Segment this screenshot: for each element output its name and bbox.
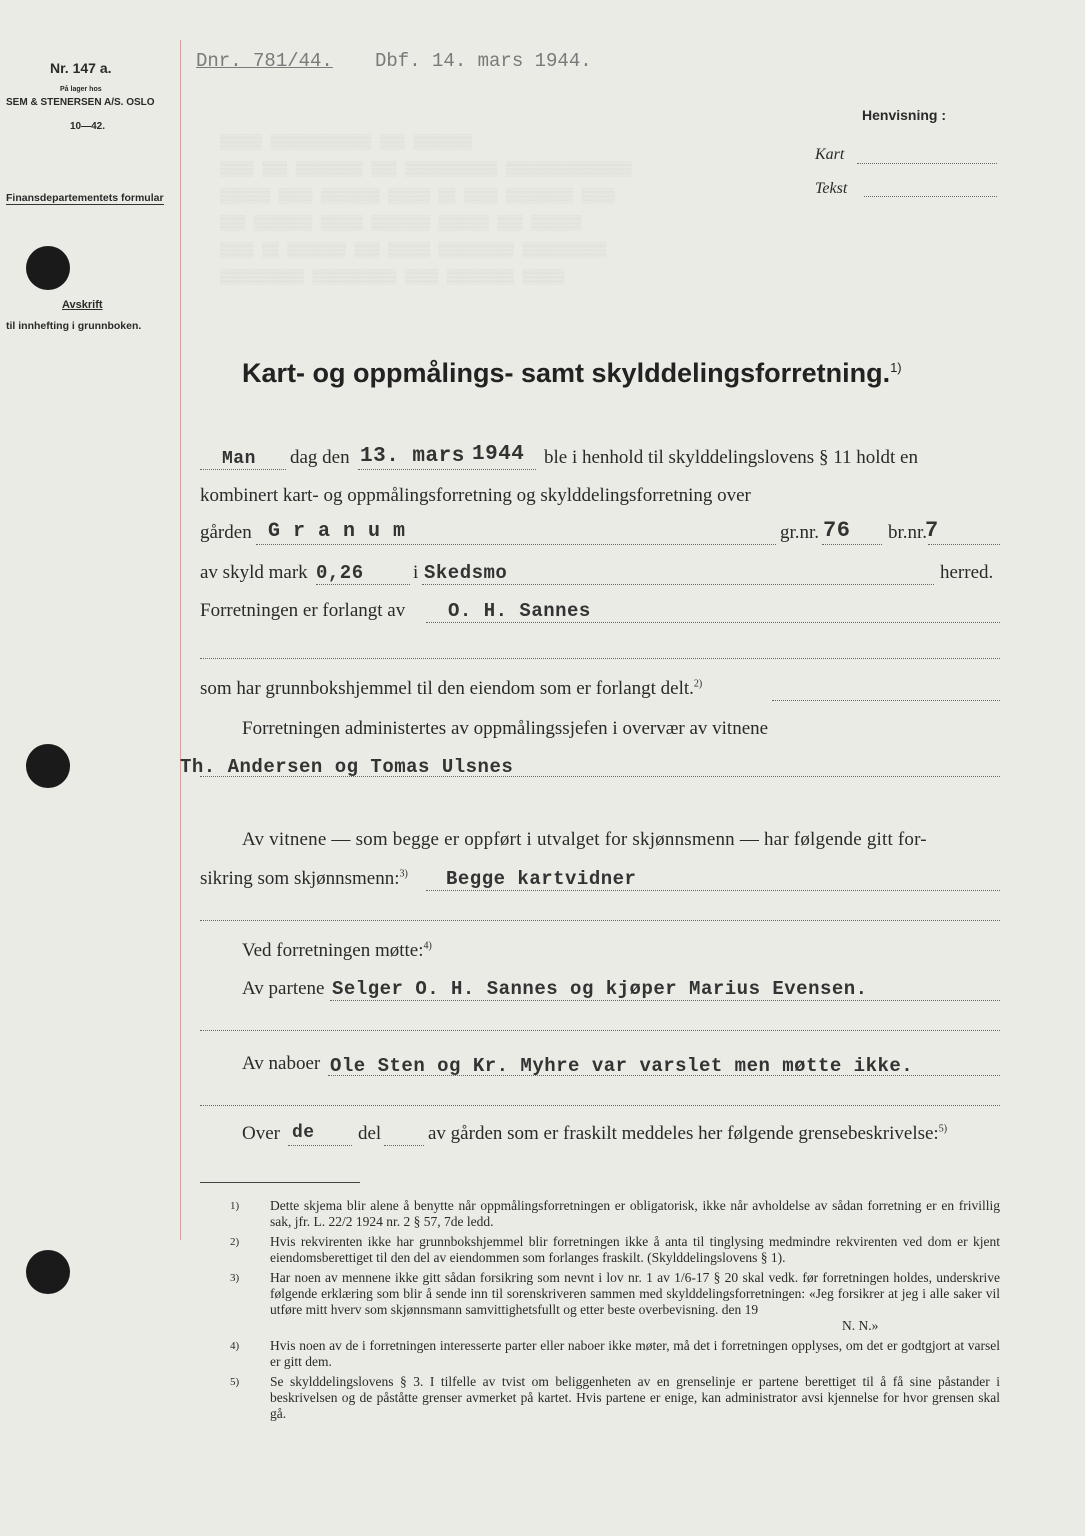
- line-parties: [242, 978, 1000, 1004]
- assurance-value: Begge kartvidner: [446, 868, 637, 890]
- weekday-value: Man: [222, 449, 256, 469]
- line-hjemmel: [200, 678, 1000, 704]
- footnote-number: 1): [230, 1200, 240, 1212]
- copy-note: til innhefting i grunnboken.: [6, 320, 142, 332]
- neighbours-label: Av naboer: [242, 1053, 321, 1074]
- attended-label: [242, 940, 432, 962]
- punch-hole: [26, 744, 70, 788]
- assurance-label: [200, 868, 408, 890]
- footnote-number: [230, 1318, 270, 1334]
- line-skyld: [200, 562, 1000, 588]
- title-footnote-ref: 1): [890, 360, 902, 375]
- skyld-value: 0,26: [316, 562, 364, 584]
- hjemmel-field: [772, 680, 1000, 701]
- hjemmel-text-main: som har grunnbokshjemmel til den eiendom som er forlangt delt.: [200, 678, 694, 699]
- footnote-number: 3): [230, 1272, 240, 1284]
- combined-text: kombinert kart- og oppmålingsforretning og skylddelingsforretning over: [200, 485, 751, 506]
- requested-label: Forretningen er forlangt av: [200, 600, 406, 621]
- skyld-label: av skyld mark: [200, 562, 308, 583]
- law-text: ble i henhold til skylddelingslovens § 11 holdt en: [544, 447, 918, 468]
- printer-line1: På lager hos: [60, 86, 102, 93]
- dnr-stamp: Dnr. 781/44.: [196, 50, 333, 72]
- line-date: [200, 443, 1000, 473]
- over-value: de: [292, 1123, 315, 1143]
- footnote-text: Hvis noen av de i forretningen interesserte parter eller naboer ikke møter, må det i forretningen opplyses, om det er godtgjort at varsel er gitt dem.: [270, 1338, 1000, 1369]
- footnote-separator: [200, 1182, 360, 1183]
- blank-line: [200, 1010, 1000, 1031]
- reference-heading: Henvisning :: [862, 107, 947, 123]
- form-issuer: Finansdepartementets formular: [6, 192, 164, 204]
- footnote-item: [230, 1338, 1000, 1370]
- footnote-item: [230, 1198, 1000, 1230]
- boundary-text-main: av gården som er fraskilt meddeles her følgende grensebeskrivelse:: [428, 1123, 939, 1144]
- assurance-text1: Av vitnene — som begge er oppført i utvalget for skjønnsmenn — har følgende gitt for-: [242, 829, 927, 850]
- grnr-value: 76: [823, 518, 851, 543]
- parties-label: Av partene: [242, 978, 325, 999]
- footnote-text: Dette skjema blir alene å benytte når oppmålingsforretningen er obligatorisk, ikke når avholdelse av sådan forretning er en frivillig sak, jfr. L. 22/2 1924 nr. 2 § 57, 7de ledd.: [270, 1198, 1000, 1229]
- brnr-label: br.nr.: [888, 522, 928, 543]
- herred-label: herred.: [940, 562, 994, 583]
- assurance-footnote-ref: 3): [399, 868, 408, 880]
- attended-label-text: Ved forretningen møtte:: [242, 940, 424, 961]
- footnote-number: 2): [230, 1236, 240, 1248]
- assurance-label-text: sikring som skjønnsmenn:: [200, 868, 400, 889]
- copy-title: Avskrift: [62, 299, 103, 311]
- footnote-text: Hvis rekvirenten ikke har grunnbokshjemmel blir forretningen ikke å anta til tinglysing medmindre rekvirenten ved dom er kjent eiendomsberettiget til den del av eiendommen som forlanges fraskilt. (Skylddelingslovens § 1).: [270, 1234, 1000, 1265]
- footnote-signature: N. N.»: [842, 1318, 879, 1333]
- footnote-item: [230, 1374, 1000, 1422]
- attended-footnote-ref: 4): [423, 940, 432, 952]
- dagden-label: dag den: [290, 447, 350, 468]
- line-requested: [200, 600, 1000, 626]
- document-title-text: Kart- og oppmålings- samt skylddelingsforretning.: [242, 358, 891, 388]
- footnote-number: 4): [230, 1340, 240, 1352]
- line-neighbours: [242, 1053, 1000, 1079]
- municipality-value: Skedsmo: [424, 562, 508, 584]
- punch-hole: [26, 1250, 70, 1294]
- del-label: del: [358, 1123, 382, 1144]
- margin-rule: [180, 40, 181, 1240]
- farm-label: gården: [200, 522, 252, 543]
- footnote-text: Se skylddelingslovens § 3. I tilfelle av tvist om beliggenheten av en grenselinje er partene berettiget til å få sine påstander i beskrivelsen og de påståtte grenser avmerket på kartet. Hvis partene er enige, kan administrator avsi kjennelse for hvor grensen skal gå.: [270, 1374, 1000, 1421]
- hjemmel-text: [200, 678, 702, 700]
- footnote-item: [230, 1318, 1000, 1334]
- requested-value: O. H. Sannes: [448, 600, 591, 622]
- footnote-item: [230, 1270, 1000, 1318]
- dbf-stamp: Dbf. 14. mars 1944.: [375, 50, 592, 72]
- in-label: i: [413, 562, 419, 583]
- printer-line2: SEM & STENERSEN A/S. OSLO: [6, 97, 155, 108]
- farm-value: G r a n u m: [268, 520, 406, 543]
- boundary-text: [428, 1123, 947, 1145]
- footnote-item: [230, 1234, 1000, 1266]
- form-number: Nr. 147 a.: [50, 60, 112, 76]
- footnote-number: 5): [230, 1376, 240, 1388]
- neighbours-value: Ole Sten og Kr. Myhre var varslet men møtte ikke.: [330, 1055, 914, 1077]
- admin-text: Forretningen administertes av oppmålingssjefen i overvær av vitnene: [242, 718, 769, 739]
- document-title: [242, 358, 902, 389]
- line-boundary: [242, 1123, 1000, 1149]
- brnr-field: [928, 524, 1000, 545]
- parties-value: Selger O. H. Sannes og kjøper Marius Evensen.: [332, 978, 868, 1000]
- blank-line: [200, 1085, 1000, 1106]
- punch-hole: [26, 246, 70, 290]
- line-farm: [200, 518, 1000, 548]
- boundary-footnote-ref: 5): [938, 1123, 948, 1135]
- blank-line: [200, 638, 1000, 659]
- footnote-text: Har noen av mennene ikke gitt sådan forsikring som nevnt i lov nr. 1 av 1/6-17 § 20 skal vedk. før forretningen holdes, underskrive følgende erklæring som blir å sende inn til sorenskriveren sammen med skylddelingsforretningen: «Jeg forsikrer at jeg i alle saker vil utføre mitt hverv som skjønnsmann samvittighetsfullt og etter beste overbevisning. den 19: [270, 1270, 1000, 1317]
- date-value: 13. mars: [360, 445, 465, 468]
- year-value: 1944: [472, 443, 525, 466]
- blank-line: [200, 900, 1000, 921]
- grnr-label: gr.nr.: [780, 522, 820, 543]
- over-label: Over: [242, 1123, 280, 1144]
- form-edition: 10—42.: [70, 121, 106, 132]
- brnr-value: 7: [925, 518, 939, 543]
- show-through-text: ▒▒▒▒▒ ▒▒▒▒▒▒▒▒▒▒▒▒ ▒▒▒ ▒▒▒▒▒▒▒ ▒▒▒▒ ▒▒▒ ▒▒▒▒▒▒▒▒ ▒▒▒ ▒▒▒▒▒▒▒▒▒▒▒ ▒▒▒▒▒▒▒▒▒▒▒▒▒▒▒ ▒▒▒▒▒▒ ▒▒▒▒ ▒▒▒▒▒▒▒ ▒▒▒▒▒ ▒▒ ▒▒▒▒ ▒▒▒▒▒▒▒▒ ▒▒▒▒ ▒▒▒ ▒▒▒▒▒▒▒ ▒▒▒▒▒ ▒▒▒▒▒▒▒ ▒▒▒▒▒▒ ▒▒▒ ▒▒▒▒▒▒ ▒▒▒▒ ▒▒ ▒▒▒▒▒▒▒ ▒▒▒ ▒▒▒▒▒ ▒▒▒▒▒▒▒▒▒ ▒▒▒▒▒▒▒▒▒▒ ▒▒▒▒▒▒▒▒▒▒ ▒▒▒▒▒▒▒▒▒▒ ▒▒▒▒ ▒▒▒▒▒▒▒▒ ▒▒▒▒▒: [220, 135, 632, 286]
- del-field: [384, 1125, 424, 1146]
- hjemmel-footnote-ref: 2): [693, 678, 703, 690]
- text-label: Tekst: [815, 180, 848, 197]
- witnesses-value: Th. Andersen og Tomas Ulsnes: [180, 756, 514, 778]
- line-assurance: [200, 868, 1000, 894]
- map-label: Kart: [815, 146, 845, 163]
- footnotes: [230, 1198, 1000, 1422]
